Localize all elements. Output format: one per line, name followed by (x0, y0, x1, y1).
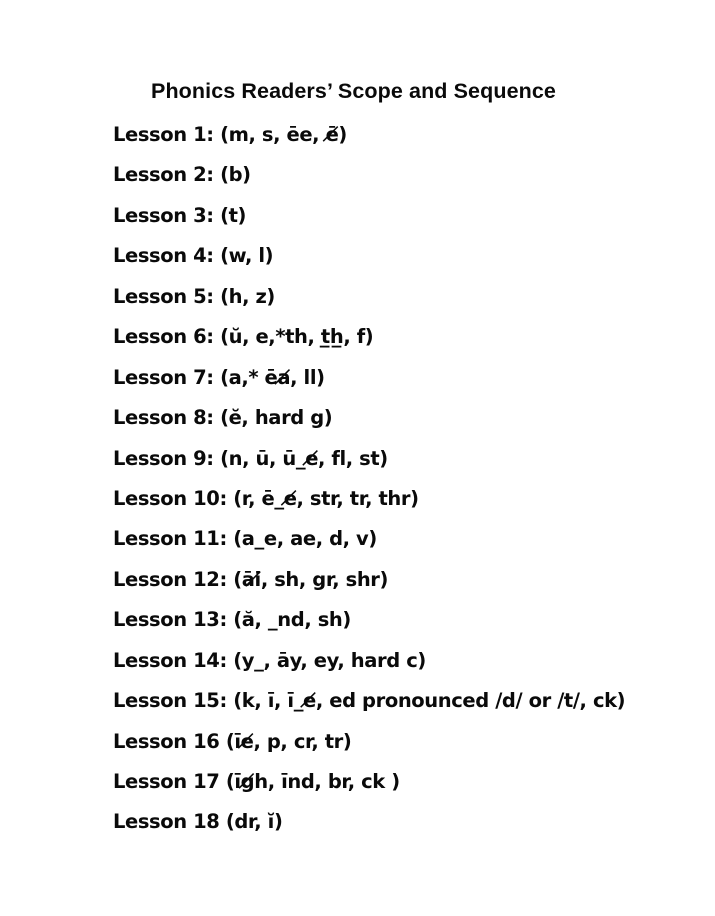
lesson-item-5 (113, 282, 625, 322)
lesson-item-18 (113, 807, 625, 847)
lesson-item-9 (113, 444, 625, 484)
lesson-content: (a_e, ae, d, v) (233, 527, 377, 551)
lesson-item-7 (113, 363, 625, 403)
lesson-content: (ŭ, e,*th, t̲h̲, f) (220, 325, 374, 349)
lesson-item-3 (113, 201, 625, 241)
lesson-content: (īg̸h, īnd, br, ck ) (225, 770, 400, 793)
lesson-label: Lesson 18 (113, 810, 220, 834)
lesson-label: Lesson 6: (113, 325, 214, 349)
lesson-label: Lesson 11: (113, 527, 227, 551)
lesson-content: (w, l) (220, 244, 274, 268)
lesson-label: Lesson 8: (113, 406, 214, 430)
lesson-item-6 (113, 322, 625, 362)
lesson-item-14 (113, 646, 625, 686)
lesson-item-8 (113, 403, 625, 443)
lesson-content: (y_, āy, ey, hard c) (233, 648, 426, 672)
lesson-content: (n, ū, ū_e̸, fl, st) (220, 446, 388, 470)
lesson-item-13 (113, 605, 625, 645)
lesson-label: Lesson 9: (113, 446, 214, 470)
lesson-item-17 (113, 767, 625, 807)
lesson-label: Lesson 16 (113, 729, 220, 753)
lesson-label: Lesson 4: (113, 244, 214, 268)
lesson-content: (r, ē_e̸, str, tr, thr) (233, 486, 419, 510)
lesson-label: Lesson 17 (113, 770, 220, 793)
lesson-label: Lesson 5: (113, 284, 214, 308)
page-title: Phonics Readers’ Scope and Sequence (151, 79, 556, 103)
lesson-content: (b) (220, 163, 251, 187)
lesson-content: (a,* ēa̸, ll) (220, 365, 325, 389)
lesson-content: (āi̸, sh, gr, shr) (233, 567, 389, 591)
lesson-label: Lesson 1: (113, 123, 214, 146)
lesson-item-11 (113, 524, 625, 564)
lesson-label: Lesson 3: (113, 203, 214, 227)
lesson-label: Lesson 12: (113, 567, 227, 591)
lesson-label: Lesson 2: (113, 163, 214, 187)
lesson-item-2 (113, 160, 625, 200)
lesson-content: (ă, _nd, sh) (233, 608, 351, 632)
lesson-item-16 (113, 727, 625, 767)
lesson-item-4 (113, 241, 625, 281)
lesson-list (113, 120, 625, 848)
lesson-item-15 (113, 686, 625, 726)
lesson-item-12 (113, 565, 625, 605)
lesson-item-1 (113, 120, 625, 160)
lesson-content: (ĕ, hard g) (220, 406, 333, 430)
lesson-content: (k, ī, ī_e̸, ed pronounced /d/ or /t/, ck) (233, 689, 626, 713)
lesson-label: Lesson 14: (113, 648, 227, 672)
lesson-label: Lesson 10: (113, 486, 227, 510)
lesson-label: Lesson 13: (113, 608, 227, 632)
lesson-label: Lesson 7: (113, 365, 214, 389)
lesson-content: (t) (220, 203, 247, 227)
lesson-content: (īe̸, p, cr, tr) (225, 729, 352, 753)
lesson-label: Lesson 15: (113, 689, 227, 713)
lesson-item-10 (113, 484, 625, 524)
lesson-content: (h, z) (220, 284, 275, 308)
lesson-content: (dr, ĭ) (225, 810, 283, 834)
lesson-content: (m, s, ēe, ē̸) (220, 123, 347, 146)
